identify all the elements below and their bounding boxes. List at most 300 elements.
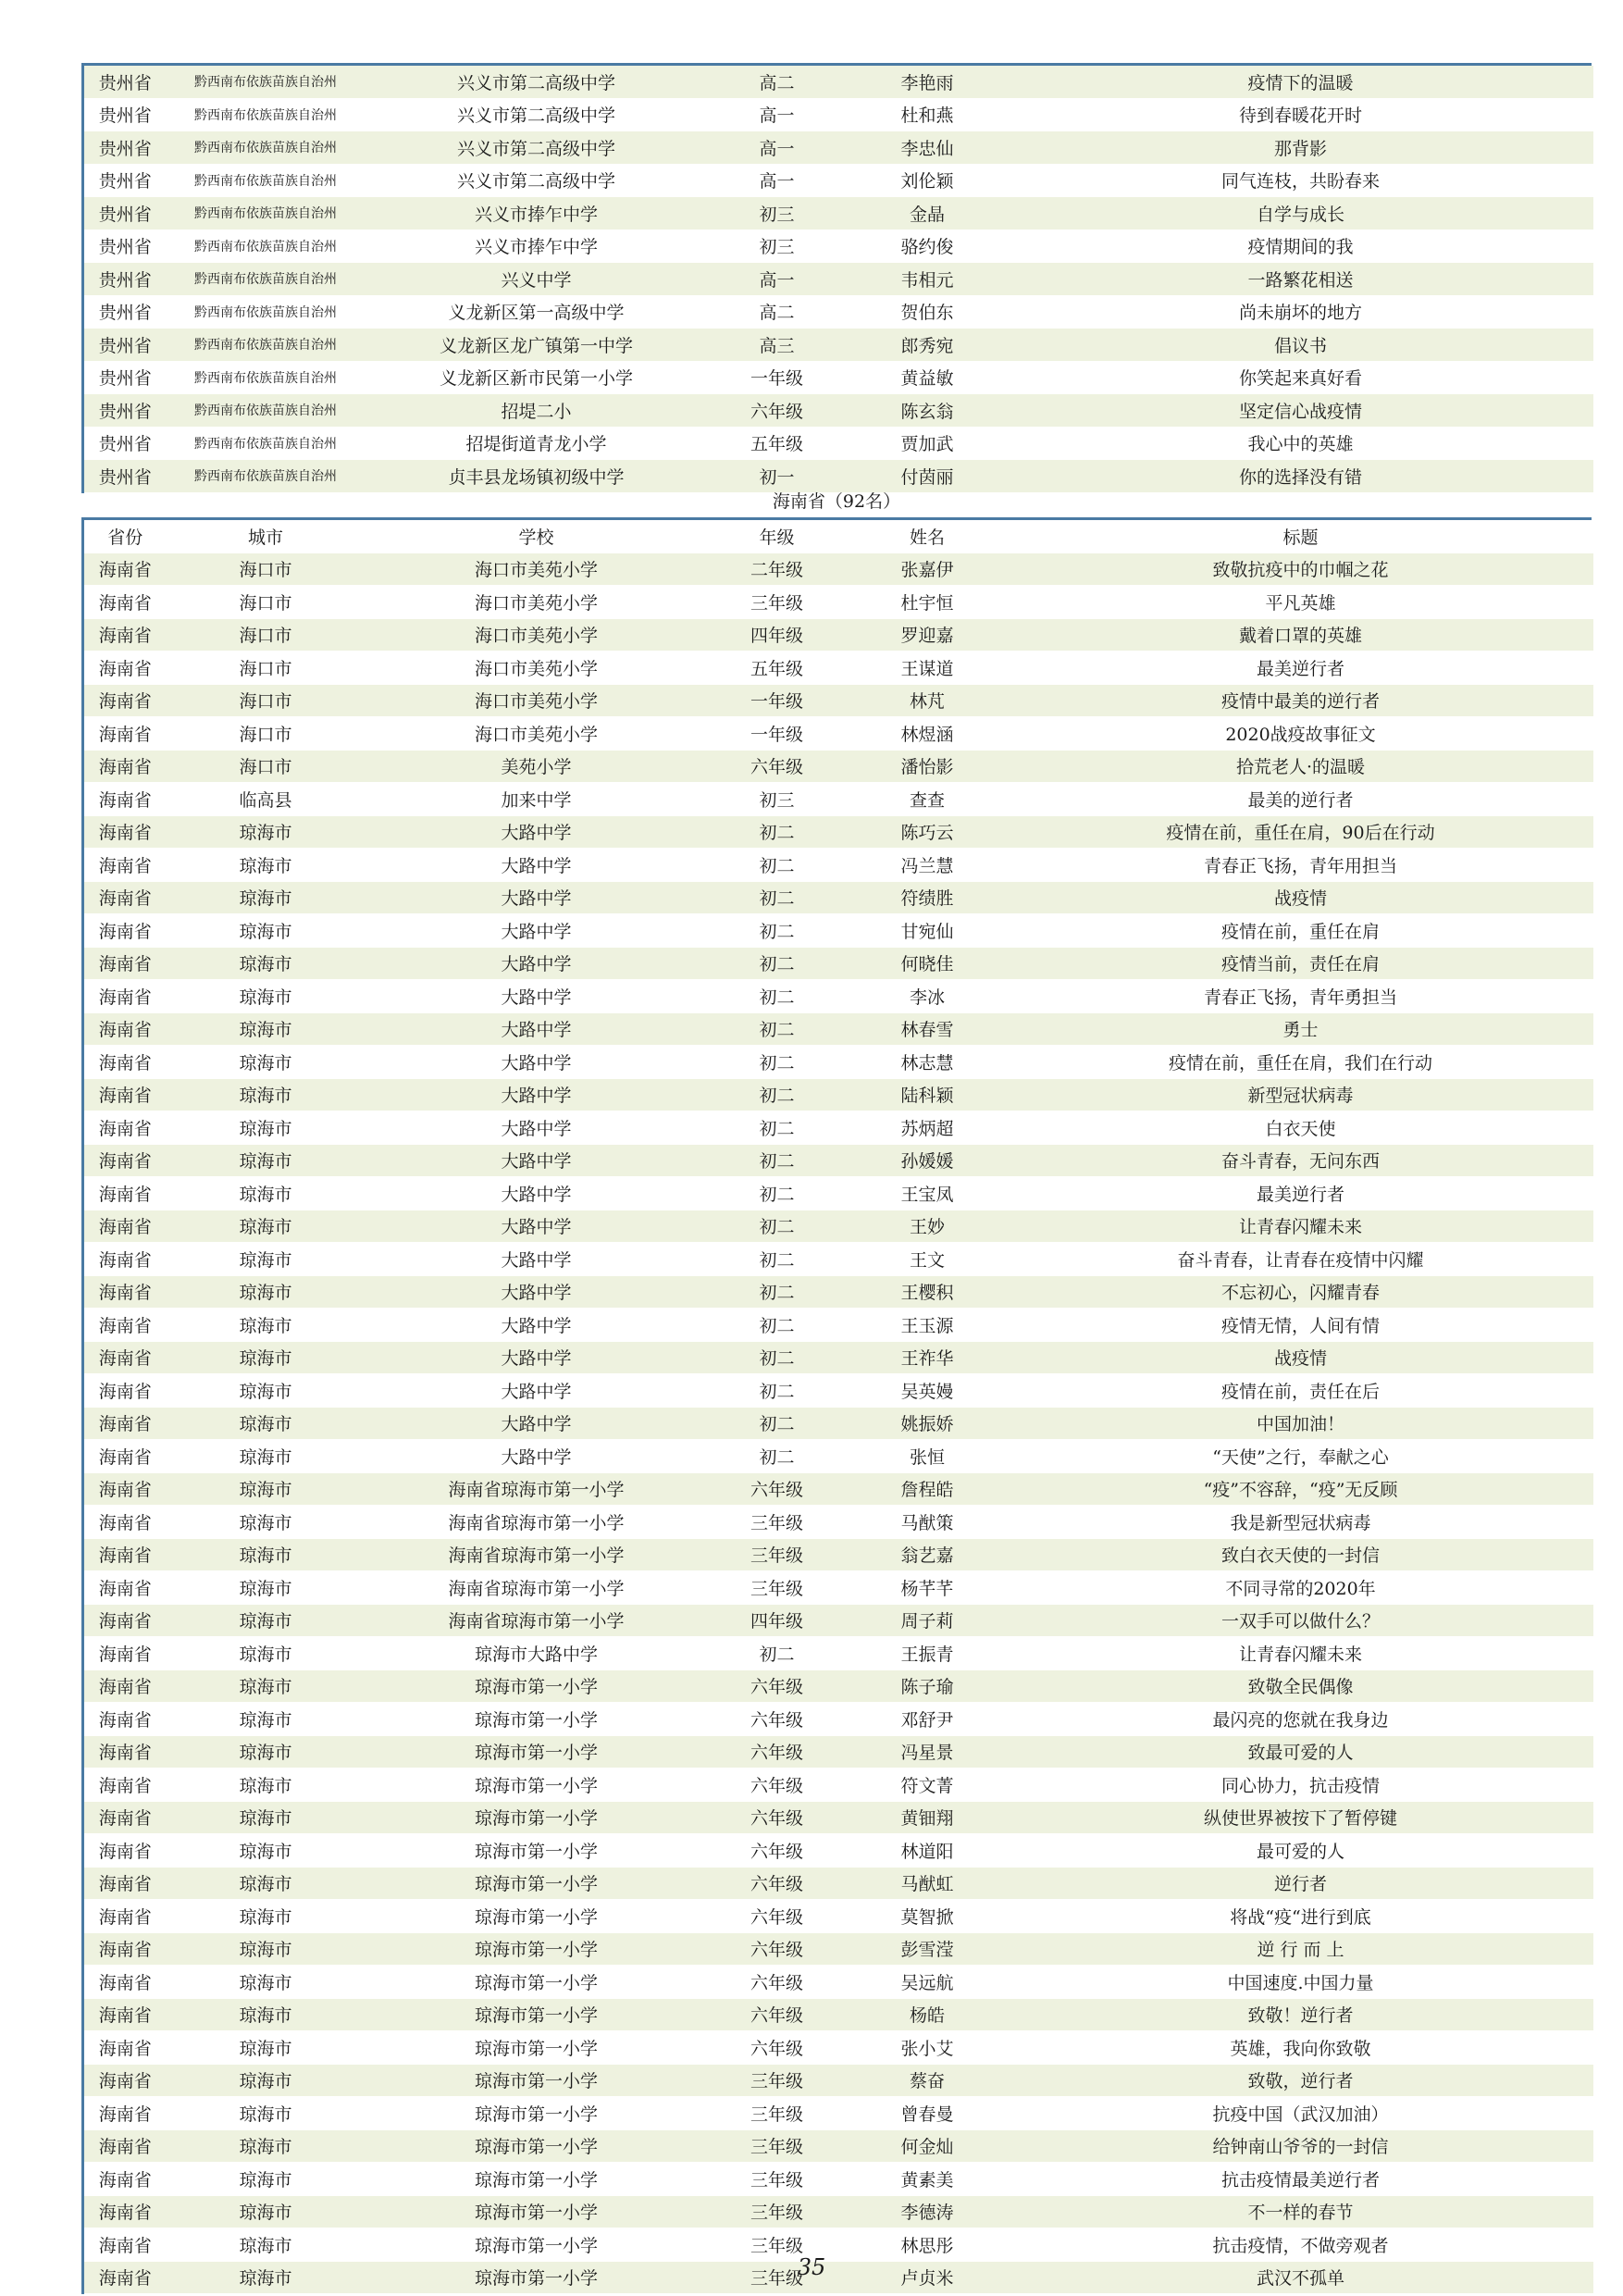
grade-cell: 六年级	[750, 1972, 803, 1993]
province-cell: 海南省	[83, 2097, 167, 2130]
student-name-cell: 蔡奋	[909, 2071, 945, 2092]
student-name-cell: 冯兰慧	[900, 855, 954, 876]
school-cell: 兴义中学	[501, 269, 572, 291]
essay-title-cell: 致敬！逆行者	[1247, 2005, 1354, 2027]
essay-title-cell: 疫情中最美的逆行者	[1220, 691, 1380, 713]
table-row	[83, 164, 1593, 197]
province-cell: 海南省	[83, 1538, 167, 1571]
school-cell: 琼海市第一小学	[474, 2137, 598, 2158]
school-cell: 琼海市大路中学	[474, 1644, 598, 1665]
table-row	[83, 1637, 1593, 1670]
school-cell: 招堤二小	[501, 401, 572, 422]
province-cell: 贵州省	[83, 295, 167, 329]
school-cell: 大路中学	[501, 1381, 572, 1402]
city-cell: 琼海市	[239, 1480, 292, 1501]
table-row	[83, 914, 1593, 948]
school-cell: 琼海市第一小学	[474, 1906, 598, 1928]
student-name-cell: 贺伯东	[900, 303, 954, 324]
grade-cell: 六年级	[750, 1906, 803, 1928]
essay-title-cell: 奋斗青春，无问东西	[1220, 1151, 1380, 1173]
province-cell: 海南省	[83, 849, 167, 882]
city-cell: 琼海市	[239, 1611, 292, 1632]
table-row	[83, 1932, 1593, 1966]
table-row	[83, 815, 1593, 849]
city-cell: 琼海市	[239, 2071, 292, 2092]
grade-cell: 三年级	[750, 1578, 803, 1599]
grade-cell: 初二	[759, 921, 795, 942]
student-name-cell: 马猷虹	[900, 1874, 954, 1895]
essay-title-cell: 武汉不孤单	[1256, 2268, 1344, 2290]
student-name-cell: 张嘉伊	[900, 560, 954, 581]
grade-cell: 初二	[759, 1348, 795, 1370]
essay-title-cell: 你笑起来真好看	[1238, 368, 1362, 390]
section-title-hainan: 海南省（92名）	[772, 491, 901, 512]
school-cell: 海南省琼海市第一小学	[448, 1545, 625, 1567]
table-row	[83, 1275, 1593, 1309]
city-cell: 琼海市	[239, 888, 292, 910]
grade-cell: 初二	[759, 1644, 795, 1665]
province-cell: 海南省	[83, 1472, 167, 1506]
city-cell: 琼海市	[239, 1151, 292, 1173]
table-row	[83, 2163, 1593, 2196]
student-name-cell: 骆约俊	[900, 237, 954, 258]
grade-cell: 六年级	[750, 401, 803, 422]
city-cell: 琼海市	[239, 1709, 292, 1731]
table-row	[83, 66, 1593, 98]
student-name-cell: 苏炳超	[900, 1118, 954, 1139]
grade-cell: 六年级	[750, 1841, 803, 1862]
city-cell: 琼海市	[239, 1743, 292, 1764]
table-row	[83, 849, 1593, 882]
table-row	[83, 1210, 1593, 1243]
table-row	[83, 652, 1593, 685]
school-cell: 大路中学	[501, 1184, 572, 1205]
province-cell: 海南省	[83, 980, 167, 1013]
province-cell: 海南省	[83, 1966, 167, 1999]
table-header-row	[83, 520, 1593, 552]
school-cell: 大路中学	[501, 1446, 572, 1468]
student-name-cell: 莫智掀	[900, 1906, 954, 1928]
table-row	[83, 881, 1593, 914]
essay-title-cell: 致敬，逆行者	[1247, 2071, 1354, 2092]
city-cell: 琼海市	[239, 1940, 292, 1961]
city-cell: 黔西南布依族苗族自治州	[194, 107, 337, 123]
province-cell: 海南省	[83, 1769, 167, 1802]
student-name-cell: 林芃	[909, 691, 945, 713]
student-name-cell: 林思彤	[900, 2235, 954, 2256]
student-name-cell: 吴英嫚	[900, 1381, 954, 1402]
student-name-cell: 姚振娇	[900, 1414, 954, 1435]
grade-cell: 初二	[759, 1283, 795, 1304]
table-row	[83, 1998, 1593, 2031]
table-row	[83, 1012, 1593, 1046]
grade-cell: 三年级	[750, 2104, 803, 2125]
grade-cell: 初三	[759, 204, 795, 225]
grade-cell: 初三	[759, 237, 795, 258]
province-cell: 海南省	[83, 1078, 167, 1111]
school-cell: 大路中学	[501, 1414, 572, 1435]
essay-title-cell: 抗击疫情，不做旁观者	[1212, 2235, 1389, 2256]
city-cell: 琼海市	[239, 1184, 292, 1205]
city-cell: 海口市	[239, 724, 292, 745]
student-name-cell: 詹程皓	[900, 1480, 954, 1501]
school-cell: 琼海市第一小学	[474, 2203, 598, 2224]
province-cell: 海南省	[83, 2163, 167, 2196]
student-name-cell: 刘伦颖	[900, 171, 954, 192]
grade-cell: 初三	[759, 789, 795, 811]
province-cell: 海南省	[83, 1900, 167, 1933]
grade-cell: 三年级	[750, 2203, 803, 2224]
table-row	[83, 1177, 1593, 1210]
city-cell: 琼海市	[239, 1578, 292, 1599]
header-name: 姓名	[847, 520, 1009, 552]
table-row	[83, 1472, 1593, 1506]
school-cell: 琼海市第一小学	[474, 1677, 598, 1698]
school-cell: 琼海市第一小学	[474, 1775, 598, 1796]
essay-title-cell: 2020战疫故事征文	[1225, 724, 1376, 745]
table-row	[83, 947, 1593, 980]
student-name-cell: 马猷策	[900, 1512, 954, 1533]
province-cell: 海南省	[83, 750, 167, 783]
province-cell: 海南省	[83, 684, 167, 717]
table-row	[83, 263, 1593, 296]
school-cell: 琼海市第一小学	[474, 1841, 598, 1862]
student-name-cell: 王宝凤	[900, 1184, 954, 1205]
province-cell: 海南省	[83, 881, 167, 914]
city-cell: 琼海市	[239, 2038, 292, 2059]
city-cell: 琼海市	[239, 2005, 292, 2027]
essay-title-cell: 平凡英雄	[1265, 592, 1336, 614]
student-name-cell: 金晶	[909, 204, 945, 225]
table-row	[83, 618, 1593, 652]
city-cell: 黔西南布依族苗族自治州	[194, 239, 337, 254]
essay-title-cell: 致最可爱的人	[1247, 1743, 1354, 1764]
school-cell: 海口市美苑小学	[474, 626, 598, 647]
student-name-cell: 郎秀宛	[900, 335, 954, 356]
header-school: 学校	[365, 520, 708, 552]
essay-title-cell: 中国速度.中国力量	[1227, 1972, 1374, 1993]
grade-cell: 四年级	[750, 626, 803, 647]
school-cell: 大路中学	[501, 855, 572, 876]
grade-cell: 三年级	[750, 2235, 803, 2256]
city-cell: 琼海市	[239, 1775, 292, 1796]
student-name-cell: 王振青	[900, 1644, 954, 1665]
header-province: 省份	[83, 520, 167, 552]
grade-cell: 六年级	[750, 1940, 803, 1961]
table-row	[83, 131, 1593, 165]
student-name-cell: 贾加武	[900, 434, 954, 455]
student-name-cell: 付茵丽	[900, 466, 954, 488]
essay-title-cell: 倡议书	[1273, 335, 1327, 356]
grade-cell: 初二	[759, 1446, 795, 1468]
guizhou-table	[81, 66, 1593, 493]
student-name-cell: 翁艺嘉	[900, 1545, 954, 1567]
grade-cell: 高一	[759, 269, 795, 291]
essay-title-cell: 最可爱的人	[1256, 1841, 1344, 1862]
city-cell: 黔西南布依族苗族自治州	[194, 173, 337, 189]
school-cell: 海口市美苑小学	[474, 691, 598, 713]
essay-title-cell: 致敬抗疫中的巾帼之花	[1212, 560, 1389, 581]
province-cell: 海南省	[83, 2195, 167, 2228]
grade-cell: 初二	[759, 1217, 795, 1238]
student-name-cell: 陈玄翁	[900, 401, 954, 422]
school-cell: 兴义市捧乍中学	[474, 237, 598, 258]
student-name-cell: 黄素美	[900, 2169, 954, 2191]
table-row	[83, 1078, 1593, 1111]
table-row	[83, 783, 1593, 816]
school-cell: 大路中学	[501, 1118, 572, 1139]
school-cell: 加来中学	[501, 789, 572, 811]
province-cell: 贵州省	[83, 98, 167, 131]
grade-cell: 初二	[759, 1414, 795, 1435]
essay-title-cell: 致敬全民偶像	[1247, 1677, 1354, 1698]
grade-cell: 一年级	[750, 691, 803, 713]
city-cell: 琼海市	[239, 1414, 292, 1435]
header-grade: 年级	[708, 520, 847, 552]
table-row	[83, 329, 1593, 362]
header-title: 标题	[1009, 520, 1593, 552]
city-cell: 琼海市	[239, 823, 292, 844]
school-cell: 海口市美苑小学	[474, 724, 598, 745]
table-row	[83, 2097, 1593, 2130]
essay-title-cell: 不忘初心，闪耀青春	[1220, 1283, 1380, 1304]
grade-cell: 初二	[759, 954, 795, 975]
province-cell: 海南省	[83, 618, 167, 652]
city-cell: 琼海市	[239, 1545, 292, 1567]
essay-title-cell: 一路繁花相送	[1247, 269, 1354, 291]
city-cell: 琼海市	[239, 1841, 292, 1862]
grade-cell: 四年级	[750, 1611, 803, 1632]
province-cell: 贵州省	[83, 460, 167, 493]
essay-title-cell: 让青春闪耀未来	[1238, 1644, 1362, 1665]
essay-title-cell: 英雄，我向你致敬	[1230, 2038, 1371, 2059]
grade-cell: 高一	[759, 171, 795, 192]
city-cell: 黔西南布依族苗族自治州	[194, 338, 337, 354]
grade-cell: 初一	[759, 466, 795, 488]
essay-title-cell: 抗疫中国（武汉加油）	[1212, 2104, 1389, 2125]
grade-cell: 六年级	[750, 1677, 803, 1698]
essay-title-cell: 青春正飞扬，青年用担当	[1203, 855, 1397, 876]
province-cell: 贵州省	[83, 427, 167, 460]
province-cell: 贵州省	[83, 230, 167, 263]
grade-cell: 五年级	[750, 658, 803, 679]
school-cell: 大路中学	[501, 1348, 572, 1370]
province-cell: 海南省	[83, 1374, 167, 1408]
essay-title-cell: 疫情当前，责任在肩	[1220, 954, 1380, 975]
essay-title-cell: 不同寻常的2020年	[1225, 1578, 1376, 1599]
grade-cell: 初二	[759, 1052, 795, 1074]
table-row	[83, 1801, 1593, 1834]
essay-title-cell: 疫情在前，重任在肩	[1220, 921, 1380, 942]
school-cell: 大路中学	[501, 1151, 572, 1173]
province-cell: 贵州省	[83, 394, 167, 428]
table-row	[83, 1144, 1593, 1177]
province-cell: 贵州省	[83, 164, 167, 197]
province-cell: 海南省	[83, 1867, 167, 1900]
essay-title-cell: 戴着口罩的英雄	[1238, 626, 1362, 647]
province-cell: 海南省	[83, 2031, 167, 2065]
school-cell: 海南省琼海市第一小学	[448, 1512, 625, 1533]
page-number: 35	[797, 2254, 826, 2280]
table-row	[83, 98, 1593, 131]
table-row	[83, 586, 1593, 619]
student-name-cell: 杜宇恒	[900, 592, 954, 614]
table-row	[83, 1669, 1593, 1703]
essay-title-cell: 坚定信心战疫情	[1238, 401, 1362, 422]
table-row	[83, 2064, 1593, 2097]
school-cell: 招堤街道青龙小学	[465, 434, 607, 455]
table-row	[83, 1703, 1593, 1736]
grade-cell: 一年级	[750, 368, 803, 390]
grade-cell: 三年级	[750, 1545, 803, 1567]
school-cell: 义龙新区第一高级中学	[448, 303, 625, 324]
table-row	[83, 1374, 1593, 1408]
school-cell: 大路中学	[501, 1020, 572, 1041]
essay-title-cell: 疫情在前，重任在肩，我们在行动	[1168, 1052, 1432, 1074]
grade-cell: 六年级	[750, 1709, 803, 1731]
grade-cell: 六年级	[750, 1808, 803, 1830]
province-cell: 海南省	[83, 1735, 167, 1769]
city-cell: 黔西南布依族苗族自治州	[194, 75, 337, 91]
province-cell: 贵州省	[83, 263, 167, 296]
province-cell: 海南省	[83, 1046, 167, 1079]
school-cell: 兴义市第二高级中学	[456, 72, 615, 93]
table-row	[83, 684, 1593, 717]
school-cell: 海口市美苑小学	[474, 658, 598, 679]
essay-title-cell: 最美逆行者	[1256, 658, 1344, 679]
city-cell: 琼海市	[239, 1874, 292, 1895]
student-name-cell: 张小艾	[900, 2038, 954, 2059]
province-cell: 海南省	[83, 914, 167, 948]
school-cell: 海口市美苑小学	[474, 592, 598, 614]
grade-cell: 三年级	[750, 2268, 803, 2290]
student-name-cell: 王祚华	[900, 1348, 954, 1370]
table-row	[83, 1867, 1593, 1900]
table-row	[83, 2031, 1593, 2065]
essay-title-cell: 逆 行 而 上	[1257, 1940, 1344, 1961]
table-row	[83, 1900, 1593, 1933]
student-name-cell: 林道阳	[900, 1841, 954, 1862]
table-row	[83, 394, 1593, 428]
student-name-cell: 何金灿	[900, 2137, 954, 2158]
student-name-cell: 李艳雨	[900, 72, 954, 93]
grade-cell: 三年级	[750, 592, 803, 614]
school-cell: 琼海市第一小学	[474, 2071, 598, 2092]
table-row	[83, 717, 1593, 751]
student-name-cell: 王文	[909, 1249, 945, 1271]
essay-title-cell: 疫情在前，责任在后	[1220, 1381, 1380, 1402]
grade-cell: 六年级	[750, 1743, 803, 1764]
grade-cell: 六年级	[750, 2038, 803, 2059]
table-row	[83, 1506, 1593, 1539]
essay-title-cell: 一双手可以做什么？	[1220, 1611, 1380, 1632]
grade-cell: 初二	[759, 1118, 795, 1139]
province-cell: 海南省	[83, 1834, 167, 1868]
school-cell: 大路中学	[501, 1283, 572, 1304]
table-row	[83, 1407, 1593, 1440]
province-cell: 海南省	[83, 1275, 167, 1309]
essay-title-cell: 同气连枝，共盼春来	[1220, 171, 1380, 192]
student-name-cell: 王谋道	[900, 658, 954, 679]
province-cell: 海南省	[83, 2261, 167, 2294]
student-name-cell: 邓舒尹	[900, 1709, 954, 1731]
grade-cell: 六年级	[750, 1480, 803, 1501]
student-name-cell: 符文菁	[900, 1775, 954, 1796]
school-cell: 琼海市第一小学	[474, 2169, 598, 2191]
province-cell: 海南省	[83, 1243, 167, 1276]
province-cell: 贵州省	[83, 361, 167, 394]
student-name-cell: 陈子瑜	[900, 1677, 954, 1698]
province-cell: 海南省	[83, 1012, 167, 1046]
table-row	[83, 1341, 1593, 1374]
city-cell: 琼海市	[239, 1249, 292, 1271]
city-cell: 琼海市	[239, 1512, 292, 1533]
school-cell: 义龙新区龙广镇第一中学	[439, 335, 633, 356]
table-row	[83, 1834, 1593, 1868]
province-cell: 海南省	[83, 1210, 167, 1243]
school-cell: 美苑小学	[501, 757, 572, 778]
school-cell: 海南省琼海市第一小学	[448, 1611, 625, 1632]
student-name-cell: 曾春曼	[900, 2104, 954, 2125]
city-cell: 海口市	[239, 658, 292, 679]
city-cell: 琼海市	[239, 921, 292, 942]
grade-cell: 六年级	[750, 1874, 803, 1895]
school-cell: 大路中学	[501, 888, 572, 910]
table-row	[83, 1538, 1593, 1571]
grade-cell: 初二	[759, 1381, 795, 1402]
student-name-cell: 林志慧	[900, 1052, 954, 1074]
school-cell: 大路中学	[501, 1086, 572, 1107]
essay-title-cell: 青春正飞扬，青年勇担当	[1203, 987, 1397, 1008]
school-cell: 海口市美苑小学	[474, 560, 598, 581]
school-cell: 大路中学	[501, 1052, 572, 1074]
city-cell: 琼海市	[239, 1972, 292, 1993]
table-row	[83, 295, 1593, 329]
school-cell: 兴义市捧乍中学	[474, 204, 598, 225]
essay-title-cell: 不一样的春节	[1247, 2203, 1354, 2224]
province-cell: 海南省	[83, 1703, 167, 1736]
city-cell: 琼海市	[239, 1446, 292, 1468]
table-row	[83, 1966, 1593, 1999]
grade-cell: 六年级	[750, 1775, 803, 1796]
essay-title-cell: 疫情期间的我	[1247, 237, 1354, 258]
grade-cell: 六年级	[750, 2005, 803, 2027]
city-cell: 海口市	[239, 691, 292, 713]
grade-cell: 三年级	[750, 2071, 803, 2092]
student-name-cell: 张恒	[909, 1446, 945, 1468]
province-cell: 海南省	[83, 1111, 167, 1145]
table-row	[83, 361, 1593, 394]
grade-cell: 初二	[759, 1151, 795, 1173]
province-cell: 海南省	[83, 1571, 167, 1605]
grade-cell: 高三	[759, 335, 795, 356]
table-row	[83, 1604, 1593, 1637]
essay-title-cell: 尚未崩坏的地方	[1238, 303, 1362, 324]
essay-title-cell: 我是新型冠状病毒	[1230, 1512, 1371, 1533]
grade-cell: 一年级	[750, 724, 803, 745]
city-cell: 琼海市	[239, 1677, 292, 1698]
city-cell: 琼海市	[239, 1020, 292, 1041]
province-cell: 海南省	[83, 1341, 167, 1374]
city-cell: 琼海市	[239, 2104, 292, 2125]
province-cell: 海南省	[83, 2064, 167, 2097]
essay-title-cell: 战疫情	[1273, 888, 1327, 910]
school-cell: 贞丰县龙场镇初级中学	[448, 466, 625, 488]
student-name-cell: 王玉源	[900, 1315, 954, 1336]
grade-cell: 初二	[759, 1249, 795, 1271]
table-row	[83, 552, 1593, 586]
city-cell: 黔西南布依族苗族自治州	[194, 272, 337, 288]
